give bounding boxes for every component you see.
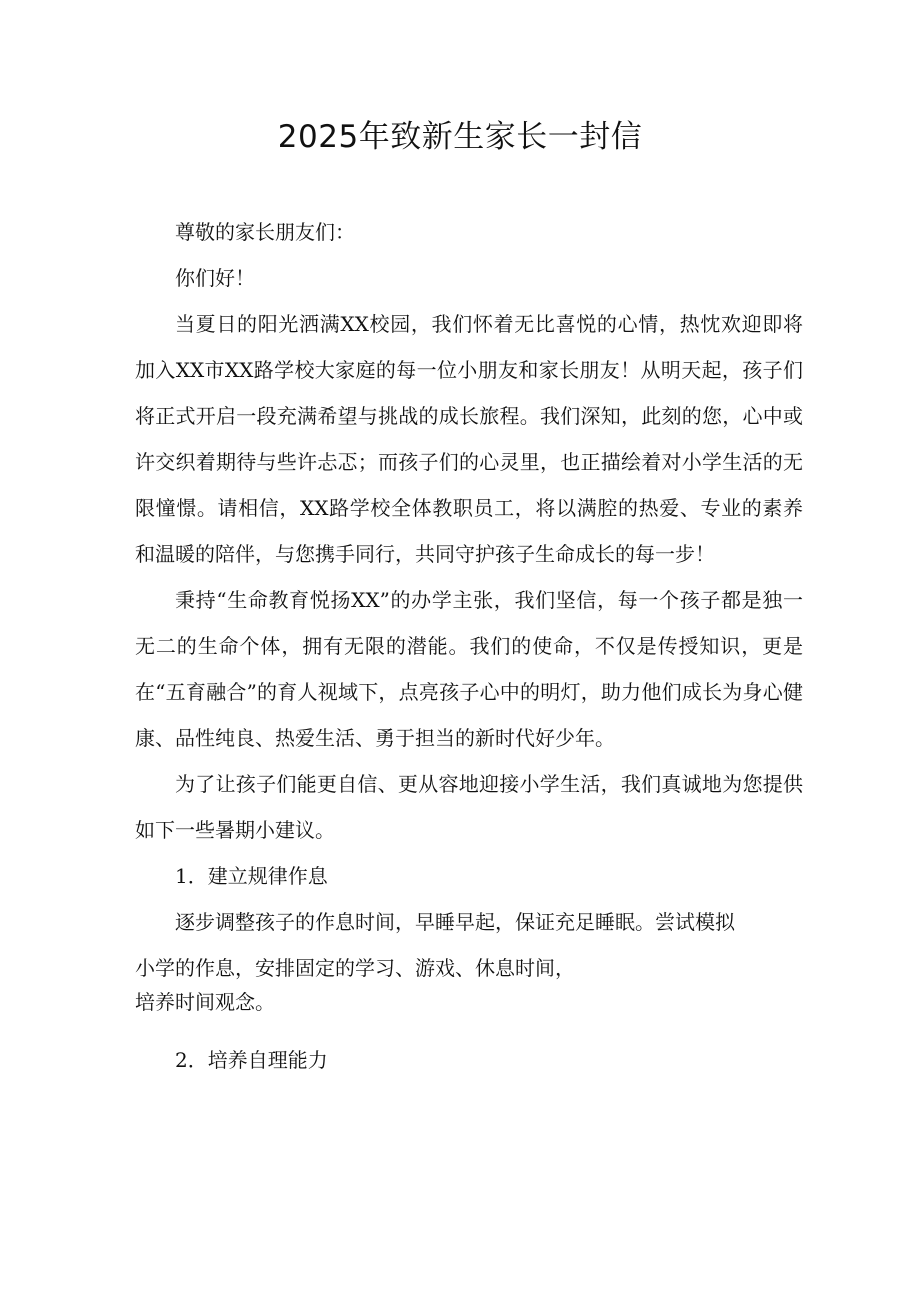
suggestion-text-1a: 逐步调整孩子的作息时间，早睡早起，保证充足睡眠。尝试模拟 xyxy=(175,910,735,934)
letter-body xyxy=(135,209,803,1083)
document-title: 2025年致新生家长一封信 xyxy=(277,119,643,155)
paragraph-welcome: 当夏日的阳光洒满XX校园，我们怀着无比喜悦的心情，热忱欢迎即将加入XX市XX路学校大家庭的每一位小朋友和家长朋友！从明天起，孩子们将正式开启一段充满希望与挑战的成长旅程。我们深知，此刻的您，心中或许交织着期待与些许忐忑；而孩子们的心灵里，也正描绘着对小学生活的无限憧憬。请相信，XX路学校全体教职员工，将以满腔的热爱、专业的素养和温暖的陪伴，与您携手同行，共同守护孩子生命成长的每一步！ xyxy=(135,312,803,566)
suggestion-heading-1: 1．建立规律作息 xyxy=(175,864,328,888)
suggestion-text-1c: 培养时间观念。 xyxy=(135,990,275,1014)
salutation: 尊敬的家长朋友们： xyxy=(175,220,355,244)
paragraph-philosophy: 秉持“生命教育悦扬XX”的办学主张，我们坚信，每一个孩子都是独一无二的生命个体，拥有无限的潜能。我们的使命，不仅是传授知识，更是在“五育融合”的育人视域下，点亮孩子心中的明灯，助力他们成长为身心健康、品性纯良、热爱生活、勇于担当的新时代好少年。 xyxy=(135,588,803,750)
suggestion-heading-2: 2．培养自理能力 xyxy=(175,1048,328,1072)
greeting: 你们好！ xyxy=(175,266,255,290)
suggestion-text-1b: 小学的作息，安排固定的学习、游戏、休息时间， xyxy=(135,956,575,980)
paragraph-suggestions-intro: 为了让孩子们能更自信、更从容地迎接小学生活，我们真诚地为您提供如下一些暑期小建议。 xyxy=(135,772,803,842)
